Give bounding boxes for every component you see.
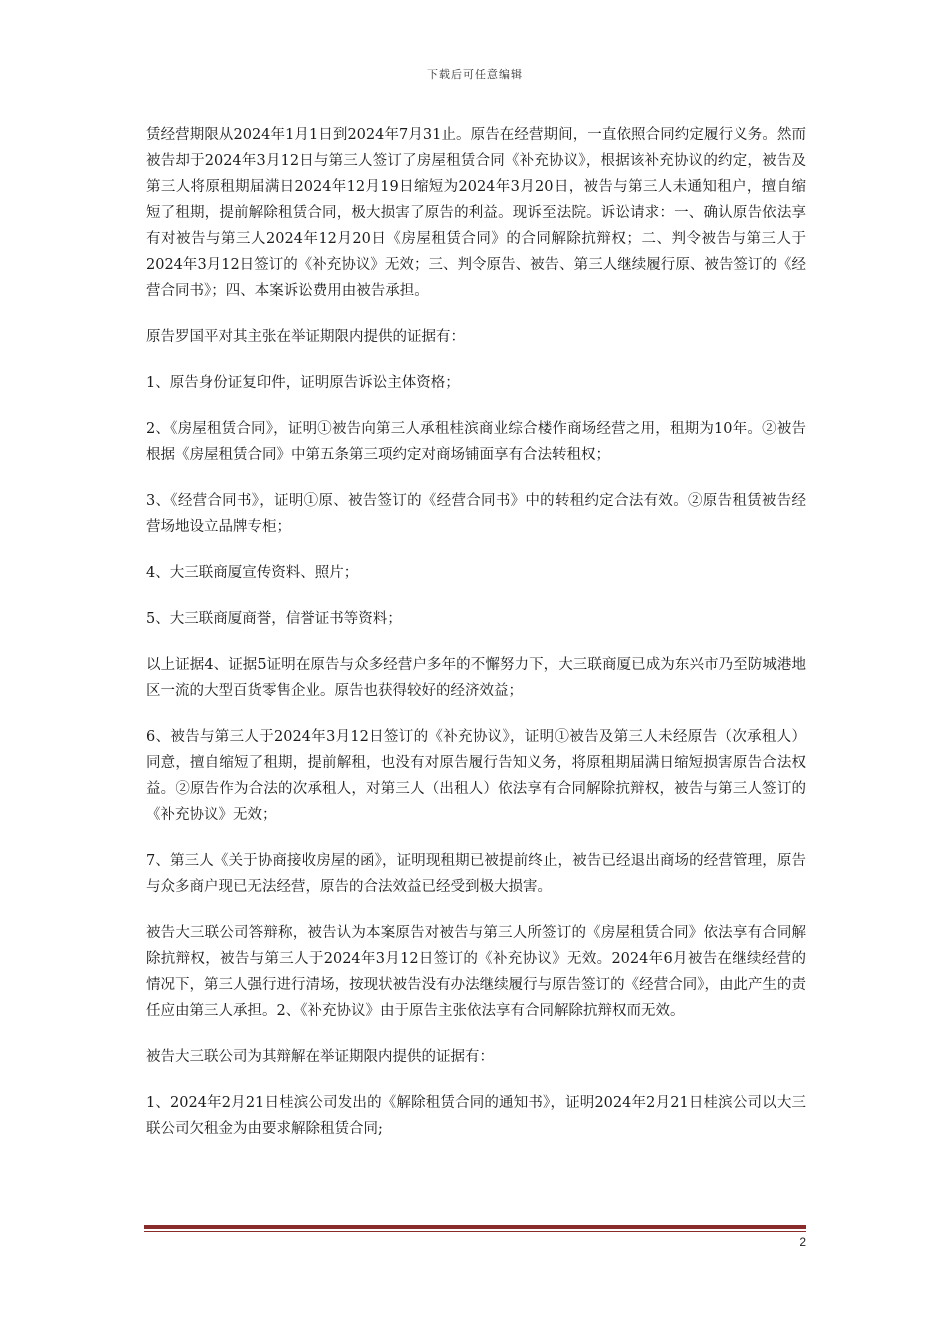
paragraph-1: 赁经营期限从2024年1月1日到2024年7月31止。原告在经营期间，一直依照合同约定履行义务。然而被告却于2024年3月12日与第三人签订了房屋租赁合同《补充协议》，根据该补充协议的约定，被告及第三人将原租期届满日2024年12月19日缩短为2024年3月20日，被告与第三人未通知租户，擅自缩短了租期，提前解除租赁合同，极大损害了原告的利益。现诉至法院。诉讼请求：一、确认原告依法享有对被告与第三人2024年12月20日《房屋租赁合同》的合同解除抗辩权；二、判令被告与第三人于2024年3月12日签订的《补充协议》无效；三、判令原告、被告、第三人继续履行原、被告签订的《经营合同书》；四、本案诉讼费用由被告承担。: [146, 127, 806, 299]
document-body: [146, 122, 806, 1162]
paragraph-6: 4、大三联商厦宣传资料、照片；: [146, 565, 359, 581]
paragraph-12: 被告大三联公司为其辩解在举证期限内提供的证据有：: [146, 1049, 494, 1065]
paragraph-4: 2、《房屋租赁合同》，证明①被告向第三人承租桂滨商业综合楼作商场经营之用，租期为10年。②被告根据《房屋租赁合同》中第五条第三项约定对商场铺面享有合法转租权；: [146, 421, 806, 463]
paragraph-10: 7、第三人《关于协商接收房屋的函》，证明现租期已被提前终止，被告已经退出商场的经营管理，原告与众多商户现已无法经营，原告的合法效益已经受到极大损害。: [146, 853, 806, 895]
paragraph-13: 1、2024年2月21日桂滨公司发出的《解除租赁合同的通知书》，证明2024年2月21日桂滨公司以大三联公司欠租金为由要求解除租赁合同;: [146, 1095, 806, 1137]
paragraph-5: 3、《经营合同书》，证明①原、被告签订的《经营合同书》中的转租约定合法有效。②原告租赁被告经营场地设立品牌专柜；: [146, 493, 806, 535]
page-number: 2: [799, 1235, 806, 1249]
paragraph-8: 以上证据4、证据5证明在原告与众多经营户多年的不懈努力下，大三联商厦已成为东兴市乃至防城港地区一流的大型百货零售企业。原告也获得较好的经济效益；: [146, 657, 806, 699]
footer-rule-thick: [144, 1225, 806, 1229]
paragraph-9: 6、被告与第三人于2024年3月12日签订的《补充协议》，证明①被告及第三人未经原告（次承租人）同意，擅自缩短了租期，提前解租，也没有对原告履行告知义务，将原租期届满日缩短损害原告合法权益。②原告作为合法的次承租人，对第三人（出租人）依法享有合同解除抗辩权，被告与第三人签订的《补充协议》无效；: [146, 729, 806, 823]
paragraph-7: 5、大三联商厦商誉，信誉证书等资料；: [146, 611, 402, 627]
footer-rule-thin: [144, 1231, 806, 1232]
paragraph-11: 被告大三联公司答辩称，被告认为本案原告对被告与第三人所签订的《房屋租赁合同》依法享有合同解除抗辩权，被告与第三人于2024年3月12日签订的《补充协议》无效。2024年6月被告在继续经营的情况下，第三人强行进行清场，按现状被告没有办法继续履行与原告签订的《经营合同》，由此产生的责任应由第三人承担。2、《补充协议》由于原告主张依法享有合同解除抗辩权而无效。: [146, 925, 806, 1019]
paragraph-3: 1、原告身份证复印件，证明原告诉讼主体资格；: [146, 375, 460, 391]
header-note: 下载后可任意编辑: [427, 68, 523, 81]
paragraph-2: 原告罗国平对其主张在举证期限内提供的证据有：: [146, 329, 465, 345]
